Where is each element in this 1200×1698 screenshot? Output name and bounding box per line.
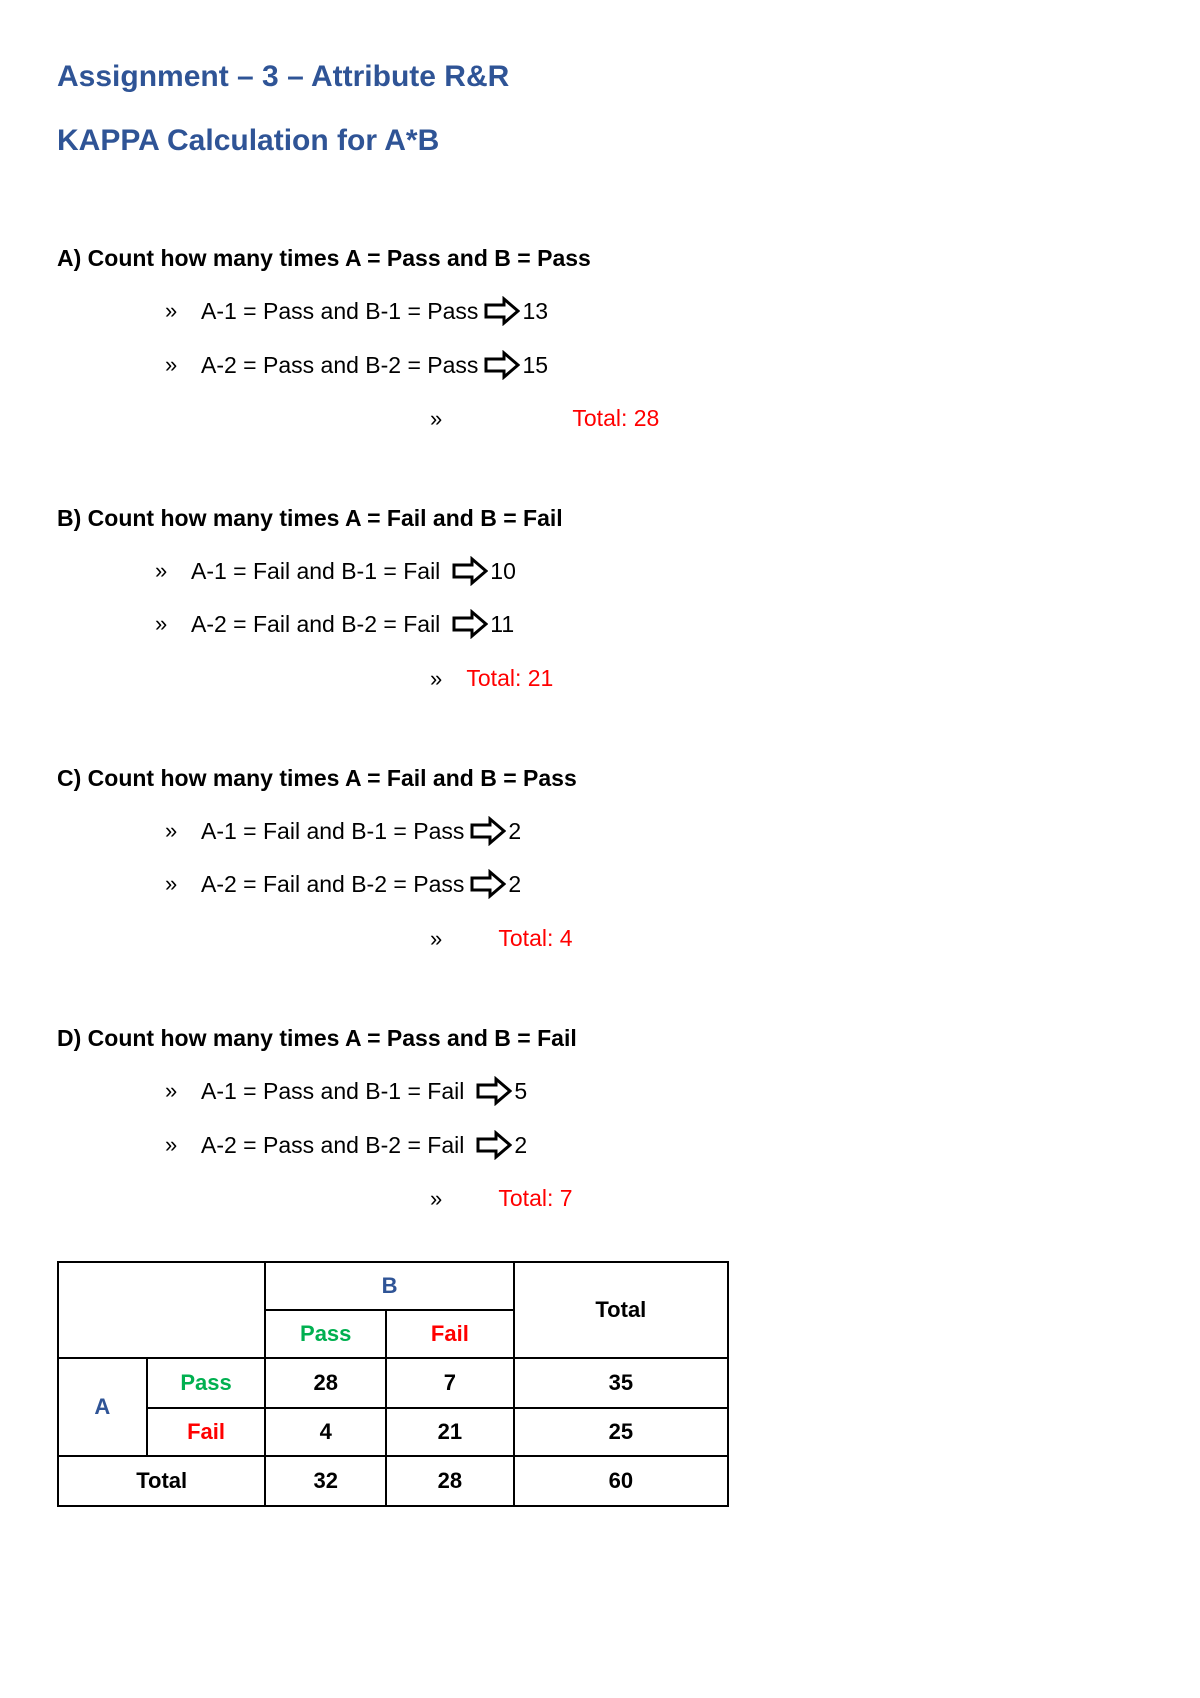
section-a-total-line	[430, 405, 659, 432]
section-c-total-line	[430, 925, 573, 952]
right-arrow-icon	[470, 816, 506, 846]
table-row	[58, 1358, 728, 1408]
bullet-icon: »	[165, 871, 178, 896]
col-total-header: Total	[514, 1262, 728, 1358]
item-text: A-1 = Pass and B-1 = Pass	[201, 297, 479, 324]
right-arrow-icon	[452, 609, 488, 639]
item-text: A-2 = Pass and B-2 = Pass	[201, 351, 479, 378]
item-value: 15	[522, 351, 549, 378]
list-item	[165, 869, 521, 899]
item-text: A-2 = Fail and B-2 = Fail	[191, 610, 441, 637]
table-row	[58, 1408, 728, 1456]
row-header-pass: Pass	[147, 1358, 266, 1408]
section-b-total-line	[430, 665, 553, 692]
bullet-icon: »	[165, 1078, 178, 1103]
table-cell: 32	[265, 1456, 386, 1506]
item-text: A-2 = Pass and B-2 = Fail	[201, 1131, 465, 1158]
bullet-icon: »	[430, 1186, 443, 1211]
table-cell: 28	[265, 1358, 386, 1408]
section-c-heading: C) Count how many times A = Fail and B = Pass	[57, 765, 577, 791]
bullet-icon: »	[155, 611, 168, 636]
section-d-heading: D) Count how many times A = Pass and B = Fail	[57, 1025, 577, 1051]
bullet-icon: »	[430, 406, 443, 431]
item-text: A-1 = Pass and B-1 = Fail	[201, 1077, 465, 1104]
table-cell: 25	[514, 1408, 728, 1456]
list-item	[155, 556, 516, 586]
right-arrow-icon	[476, 1076, 512, 1106]
table-cell: 60	[514, 1456, 728, 1506]
item-value: 13	[522, 297, 549, 324]
page-subtitle: KAPPA Calculation for A*B	[57, 124, 440, 157]
item-text: A-1 = Fail and B-1 = Fail	[191, 557, 441, 584]
bullet-icon: »	[430, 926, 443, 951]
col-group-header: B	[265, 1262, 513, 1310]
section-c-total: Total: 4	[498, 925, 573, 951]
kappa-table	[57, 1261, 729, 1507]
row-group-header: A	[58, 1358, 147, 1456]
col-header-pass: Pass	[265, 1310, 386, 1358]
right-arrow-icon	[476, 1130, 512, 1160]
list-item	[165, 350, 548, 380]
row-header-total: Total	[58, 1456, 265, 1506]
item-value: 10	[490, 557, 516, 584]
item-text: A-2 = Fail and B-2 = Pass	[201, 870, 465, 897]
item-value: 2	[508, 870, 522, 897]
section-d-total-line	[430, 1185, 573, 1212]
bullet-icon: »	[165, 352, 178, 377]
right-arrow-icon	[484, 296, 520, 326]
section-b-total: Total: 21	[466, 665, 554, 691]
table-cell: 7	[386, 1358, 514, 1408]
bullet-icon: »	[165, 1132, 178, 1157]
section-a-heading: A) Count how many times A = Pass and B = Pass	[57, 245, 591, 271]
col-header-fail: Fail	[386, 1310, 514, 1358]
item-value: 11	[490, 610, 515, 637]
item-value: 2	[508, 817, 522, 844]
table-corner-cell	[58, 1262, 265, 1358]
table-cell: 35	[514, 1358, 728, 1408]
item-value: 5	[514, 1077, 528, 1104]
section-a-total: Total: 28	[572, 405, 660, 431]
list-item	[155, 609, 514, 639]
list-item	[165, 1130, 527, 1160]
bullet-icon: »	[155, 558, 168, 583]
table-row	[58, 1456, 728, 1506]
list-item	[165, 1076, 527, 1106]
table-cell: 21	[386, 1408, 514, 1456]
page-title: Assignment – 3 – Attribute R&R	[57, 60, 510, 93]
list-item	[165, 816, 521, 846]
section-d-total: Total: 7	[498, 1185, 573, 1211]
right-arrow-icon	[452, 556, 488, 586]
right-arrow-icon	[470, 869, 506, 899]
bullet-icon: »	[430, 666, 443, 691]
table-cell: 4	[265, 1408, 386, 1456]
item-text: A-1 = Fail and B-1 = Pass	[201, 817, 465, 844]
section-b-heading: B) Count how many times A = Fail and B = Fail	[57, 505, 563, 531]
bullet-icon: »	[165, 818, 178, 843]
bullet-icon: »	[165, 298, 178, 323]
table-cell: 28	[386, 1456, 514, 1506]
list-item	[165, 296, 548, 326]
item-value: 2	[514, 1131, 528, 1158]
right-arrow-icon	[484, 350, 520, 380]
row-header-fail: Fail	[147, 1408, 266, 1456]
